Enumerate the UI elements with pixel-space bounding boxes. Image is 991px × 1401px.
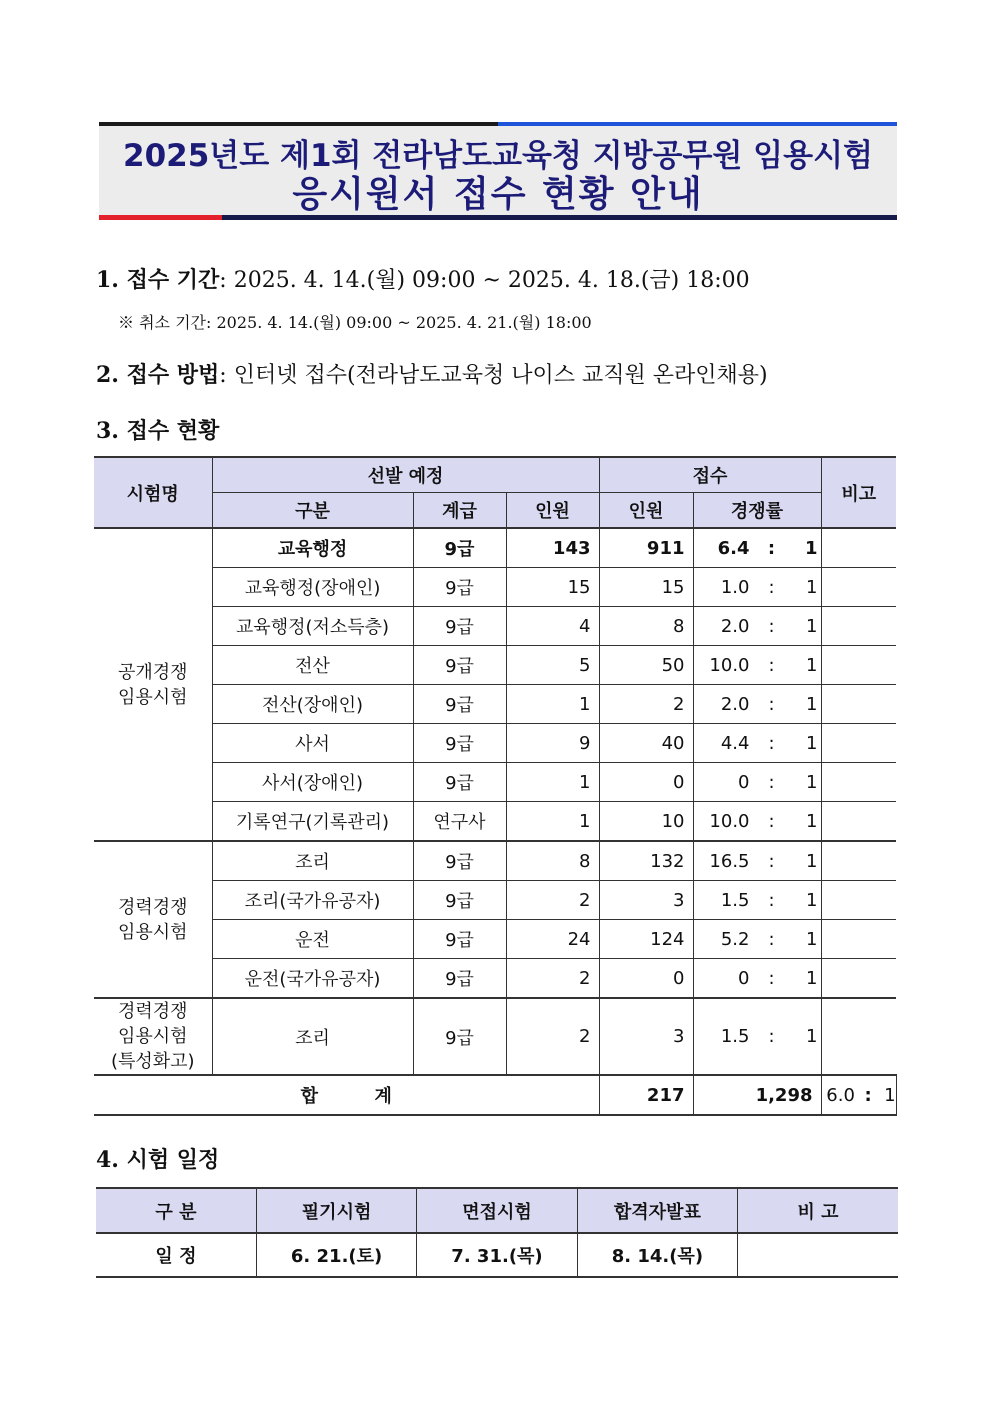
row-received-count: 911 bbox=[599, 528, 693, 568]
row-ratio bbox=[693, 841, 821, 881]
row-received-count: 50 bbox=[599, 646, 693, 685]
ratio-base: 1 bbox=[806, 771, 818, 793]
schedule-cell-interview: 7. 31.(목) bbox=[417, 1233, 577, 1277]
row-ratio bbox=[693, 724, 821, 763]
row-remark bbox=[821, 881, 896, 920]
row-category: 기록연구(기록관리) bbox=[212, 802, 413, 842]
row-planned-count: 1 bbox=[506, 685, 599, 724]
ratio-separator: : bbox=[768, 850, 775, 872]
schedule-cell-written: 6. 21.(토) bbox=[256, 1233, 416, 1277]
cancel-period-note: ※ 취소 기간: 2025. 4. 14.(월) 09:00 ~ 2025. 4. 21.(월) 18:00 bbox=[118, 313, 592, 332]
section-4-label: 4. 시험 일정 bbox=[96, 1147, 220, 1173]
row-planned-count: 9 bbox=[506, 724, 599, 763]
ratio-value: 16.5 bbox=[709, 850, 750, 872]
row-remark bbox=[821, 607, 896, 646]
ratio-separator: : bbox=[768, 810, 775, 832]
document-title-banner bbox=[99, 122, 897, 220]
row-planned-count: 24 bbox=[506, 920, 599, 959]
ratio-base: 1 bbox=[804, 537, 818, 559]
exam-group-line: (특성화고) bbox=[110, 1051, 195, 1072]
ratio-base: 1 bbox=[806, 732, 818, 754]
row-planned-count: 8 bbox=[506, 841, 599, 881]
row-ratio bbox=[693, 568, 821, 607]
ratio-value: 1.0 bbox=[720, 576, 750, 598]
row-remark bbox=[821, 528, 896, 568]
row-planned-count: 2 bbox=[506, 959, 599, 999]
ratio-base: 1 bbox=[806, 1026, 818, 1047]
schedule-header-category: 구 분 bbox=[96, 1188, 256, 1233]
schedule-header-remark: 비 고 bbox=[738, 1188, 898, 1233]
ratio-value: 2.0 bbox=[720, 615, 750, 637]
row-ratio bbox=[693, 998, 821, 1075]
table-row bbox=[94, 685, 896, 724]
table-row bbox=[94, 959, 896, 999]
title-line-2: 응시원서 접수 현황 안내 bbox=[292, 174, 704, 215]
table-row bbox=[94, 646, 896, 685]
row-received-count: 2 bbox=[599, 685, 693, 724]
row-remark bbox=[821, 646, 896, 685]
ratio-value: 5.2 bbox=[720, 928, 750, 950]
ratio-separator: : bbox=[768, 732, 775, 754]
title-line-1: 2025년도 제1회 전라남도교육청 지방공무원 임용시험 bbox=[123, 138, 873, 174]
row-remark bbox=[821, 568, 896, 607]
row-received-count: 0 bbox=[599, 959, 693, 999]
table-row bbox=[94, 920, 896, 959]
ratio-separator: : bbox=[768, 771, 775, 793]
ratio-separator: : bbox=[768, 576, 775, 598]
total-row bbox=[94, 1075, 896, 1115]
row-category: 운전 bbox=[212, 920, 413, 959]
row-planned-count: 1 bbox=[506, 802, 599, 842]
exam-group-name bbox=[94, 841, 212, 998]
row-ratio bbox=[693, 528, 821, 568]
row-planned-count: 2 bbox=[506, 881, 599, 920]
header-planned-count: 인원 bbox=[506, 493, 599, 529]
header-category: 구분 bbox=[212, 493, 413, 529]
ratio-separator: : bbox=[768, 654, 775, 676]
row-ratio bbox=[693, 685, 821, 724]
ratio-value: 1.5 bbox=[720, 1026, 750, 1047]
row-remark bbox=[821, 802, 896, 842]
row-category: 전산(장애인) bbox=[212, 685, 413, 724]
ratio-base: 1 bbox=[806, 967, 818, 989]
ratio-separator: : bbox=[768, 928, 775, 950]
row-ratio bbox=[693, 881, 821, 920]
ratio-separator: : bbox=[768, 615, 775, 637]
row-category: 전산 bbox=[212, 646, 413, 685]
total-planned-count: 217 bbox=[599, 1075, 693, 1115]
schedule-header-written: 필기시험 bbox=[256, 1188, 416, 1233]
ratio-value: 10.0 bbox=[709, 810, 750, 832]
ratio-value: 10.0 bbox=[709, 654, 750, 676]
row-planned-count: 15 bbox=[506, 568, 599, 607]
row-remark bbox=[821, 920, 896, 959]
row-remark bbox=[821, 998, 896, 1075]
schedule-header-announcement: 합격자발표 bbox=[577, 1188, 737, 1233]
ratio-base: 1 bbox=[806, 928, 818, 950]
row-grade: 9급 bbox=[413, 881, 506, 920]
row-grade: 9급 bbox=[413, 959, 506, 999]
title-top-rule bbox=[99, 122, 897, 126]
table-row bbox=[94, 724, 896, 763]
row-remark bbox=[821, 685, 896, 724]
ratio-base: 1 bbox=[884, 1084, 896, 1106]
row-received-count: 132 bbox=[599, 841, 693, 881]
ratio-base: 1 bbox=[806, 693, 818, 715]
row-category: 사서 bbox=[212, 724, 413, 763]
row-grade: 9급 bbox=[413, 763, 506, 802]
row-category: 조리 bbox=[212, 998, 413, 1075]
ratio-separator: : bbox=[864, 1084, 872, 1106]
row-category: 교육행정 bbox=[212, 528, 413, 568]
ratio-value: 6.0 bbox=[826, 1084, 855, 1106]
row-ratio bbox=[693, 959, 821, 999]
application-status-table bbox=[94, 456, 896, 1116]
row-grade: 연구사 bbox=[413, 802, 506, 842]
row-grade: 9급 bbox=[413, 841, 506, 881]
table-row bbox=[94, 998, 896, 1075]
ratio-separator: : bbox=[768, 1026, 775, 1047]
ratio-separator: : bbox=[767, 537, 776, 559]
title-bottom-rule bbox=[99, 215, 897, 220]
row-category: 조리(국가유공자) bbox=[212, 881, 413, 920]
ratio-value: 6.4 bbox=[717, 537, 750, 559]
section-3-label: 3. 접수 현황 bbox=[96, 418, 220, 444]
schedule-cell-announcement: 8. 14.(목) bbox=[577, 1233, 737, 1277]
row-received-count: 40 bbox=[599, 724, 693, 763]
row-received-count: 15 bbox=[599, 568, 693, 607]
row-planned-count: 5 bbox=[506, 646, 599, 685]
header-received: 접수 bbox=[599, 457, 821, 493]
table-row bbox=[94, 763, 896, 802]
header-exam: 시험명 bbox=[94, 457, 212, 528]
ratio-value: 1.5 bbox=[720, 889, 750, 911]
row-remark bbox=[821, 763, 896, 802]
ratio-value: 4.4 bbox=[720, 732, 750, 754]
total-received-count: 1,298 bbox=[693, 1075, 821, 1115]
row-category: 교육행정(장애인) bbox=[212, 568, 413, 607]
schedule-header-row bbox=[96, 1188, 898, 1233]
section-1-value: : 2025. 4. 14.(월) 09:00 ~ 2025. 4. 18.(금) 18:00 bbox=[219, 268, 750, 293]
row-ratio bbox=[693, 802, 821, 842]
row-received-count: 10 bbox=[599, 802, 693, 842]
table-row bbox=[94, 802, 896, 842]
exam-group-line: 공개경쟁 bbox=[117, 661, 188, 683]
section-2-value: : 인터넷 접수(전라남도교육청 나이스 교직원 온라인채용) bbox=[219, 363, 768, 388]
table-row bbox=[94, 881, 896, 920]
row-remark bbox=[821, 841, 896, 881]
row-remark bbox=[821, 724, 896, 763]
ratio-separator: : bbox=[768, 967, 775, 989]
section-3 bbox=[96, 414, 219, 445]
row-grade: 9급 bbox=[413, 685, 506, 724]
ratio-base: 1 bbox=[806, 850, 818, 872]
header-grade: 계급 bbox=[413, 493, 506, 529]
exam-group-line: 임용시험 bbox=[117, 1026, 188, 1047]
row-received-count: 0 bbox=[599, 763, 693, 802]
table-row bbox=[94, 528, 896, 568]
status-table-body bbox=[94, 528, 896, 1115]
row-grade: 9급 bbox=[413, 724, 506, 763]
row-planned-count: 143 bbox=[506, 528, 599, 568]
ratio-base: 1 bbox=[806, 615, 818, 637]
ratio-value: 0 bbox=[738, 771, 750, 793]
ratio-base: 1 bbox=[806, 810, 818, 832]
row-ratio bbox=[693, 646, 821, 685]
row-received-count: 3 bbox=[599, 998, 693, 1075]
table-header-row-2 bbox=[94, 493, 896, 529]
table-row bbox=[94, 607, 896, 646]
row-grade: 9급 bbox=[413, 920, 506, 959]
row-category: 교육행정(저소득층) bbox=[212, 607, 413, 646]
row-ratio bbox=[693, 607, 821, 646]
row-received-count: 8 bbox=[599, 607, 693, 646]
row-ratio bbox=[693, 763, 821, 802]
ratio-base: 1 bbox=[806, 889, 818, 911]
ratio-separator: : bbox=[768, 693, 775, 715]
exam-group-line: 경력경쟁 bbox=[117, 1001, 188, 1022]
total-ratio bbox=[821, 1075, 896, 1115]
schedule-cell-label: 일 정 bbox=[96, 1233, 256, 1277]
row-received-count: 3 bbox=[599, 881, 693, 920]
header-remark: 비고 bbox=[821, 457, 896, 528]
header-received-count: 인원 bbox=[599, 493, 693, 529]
schedule-cell-remark bbox=[738, 1233, 898, 1277]
header-ratio: 경쟁률 bbox=[693, 493, 821, 529]
exam-group-line: 임용시험 bbox=[117, 921, 188, 943]
section-2-label: 2. 접수 방법 bbox=[96, 362, 220, 388]
row-category: 운전(국가유공자) bbox=[212, 959, 413, 999]
exam-group-name bbox=[94, 528, 212, 841]
row-received-count: 124 bbox=[599, 920, 693, 959]
row-ratio bbox=[693, 920, 821, 959]
row-grade: 9급 bbox=[413, 528, 506, 568]
row-grade: 9급 bbox=[413, 998, 506, 1075]
exam-group-line: 임용시험 bbox=[117, 686, 188, 708]
row-grade: 9급 bbox=[413, 568, 506, 607]
exam-schedule-table bbox=[96, 1187, 898, 1278]
exam-group-name bbox=[94, 998, 212, 1075]
table-row bbox=[94, 841, 896, 881]
ratio-base: 1 bbox=[806, 576, 818, 598]
row-planned-count: 4 bbox=[506, 607, 599, 646]
row-category: 사서(장애인) bbox=[212, 763, 413, 802]
header-planned: 선발 예정 bbox=[212, 457, 599, 493]
row-grade: 9급 bbox=[413, 607, 506, 646]
ratio-base: 1 bbox=[806, 654, 818, 676]
row-planned-count: 1 bbox=[506, 763, 599, 802]
ratio-value: 2.0 bbox=[720, 693, 750, 715]
section-4 bbox=[96, 1143, 219, 1174]
row-planned-count: 2 bbox=[506, 998, 599, 1075]
ratio-separator: : bbox=[768, 889, 775, 911]
section-1 bbox=[96, 263, 750, 294]
exam-group-line: 경력경쟁 bbox=[117, 896, 188, 918]
section-1-label: 1. 접수 기간 bbox=[96, 267, 220, 293]
row-remark bbox=[821, 959, 896, 999]
row-category: 조리 bbox=[212, 841, 413, 881]
section-2 bbox=[96, 358, 768, 389]
total-label: 합 계 bbox=[94, 1075, 599, 1115]
ratio-value: 0 bbox=[738, 967, 750, 989]
schedule-row bbox=[96, 1233, 898, 1277]
schedule-header-interview: 면접시험 bbox=[417, 1188, 577, 1233]
table-header-row-1 bbox=[94, 457, 896, 493]
table-row bbox=[94, 568, 896, 607]
row-grade: 9급 bbox=[413, 646, 506, 685]
